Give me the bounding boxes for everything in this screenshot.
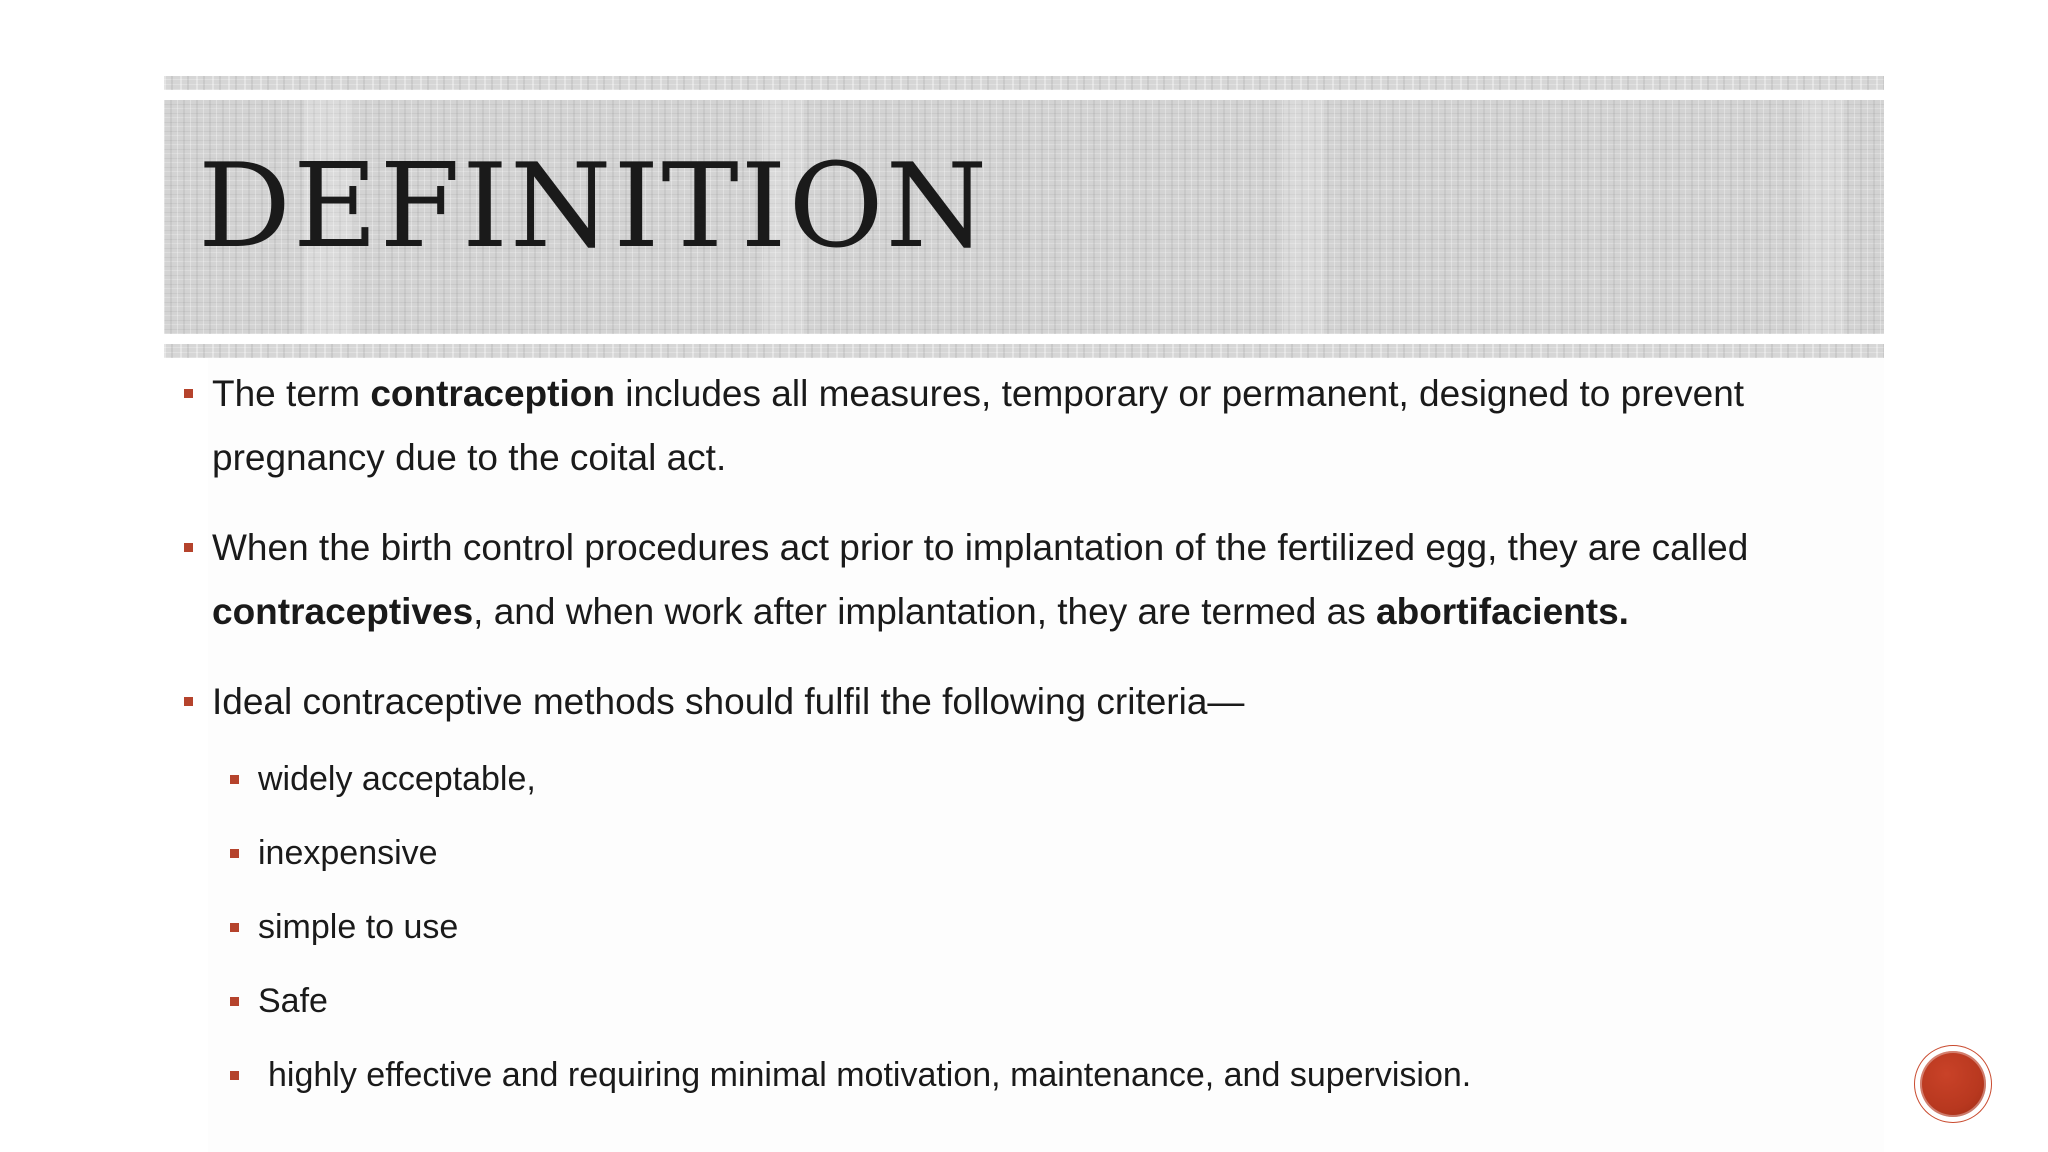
sub-bullet-item <box>226 742 1820 816</box>
sub-bullet-text: Safe <box>258 982 328 1020</box>
banner-texture <box>164 100 1884 334</box>
square-bullet-icon <box>184 697 193 706</box>
criteria-sub-list <box>212 742 1820 1112</box>
square-bullet-icon <box>184 389 193 398</box>
banner-bottom-strip <box>164 344 1884 358</box>
sub-bullet-item <box>226 890 1820 964</box>
bullet-list <box>180 362 1820 1138</box>
bold-term: abortifacients. <box>1376 591 1629 632</box>
bullet-item <box>180 670 1820 1112</box>
bullet-item <box>180 516 1820 644</box>
bold-term: contraceptives <box>212 591 474 632</box>
bullet-text: When the birth control procedures act prior to implantation of the fertilized egg, they are called contraceptives, and when work after implantation, they are termed as abortifacients. <box>212 527 1749 632</box>
square-bullet-icon <box>230 775 239 784</box>
circle-nav-icon <box>1920 1051 1986 1117</box>
bold-term: contraception <box>370 373 615 414</box>
square-bullet-icon <box>230 849 239 858</box>
square-bullet-icon <box>230 923 239 932</box>
sub-bullet-item <box>226 964 1820 1038</box>
square-bullet-icon <box>184 543 193 552</box>
sub-bullet-item <box>226 1038 1820 1112</box>
sub-bullet-text: highly effective and requiring minimal motivation, maintenance, and supervision. <box>268 1056 1472 1094</box>
bullet-item <box>180 362 1820 490</box>
slide-nav-button[interactable] <box>1915 1046 1991 1122</box>
sub-bullet-text: widely acceptable, <box>258 760 536 798</box>
title-banner <box>164 76 1884 358</box>
bullet-text: The term contraception includes all measures, temporary or permanent, designed to prevent pregnancy due to the coital act. <box>212 373 1745 478</box>
sub-bullet-text: inexpensive <box>258 834 438 872</box>
square-bullet-icon <box>230 997 239 1006</box>
banner-top-strip <box>164 76 1884 90</box>
bullet-text: Ideal contraceptive methods should fulfil the following criteria— <box>212 681 1245 722</box>
square-bullet-icon <box>230 1071 239 1080</box>
sub-bullet-item <box>226 816 1820 890</box>
sub-bullet-text: simple to use <box>258 908 459 946</box>
slide-title: DEFINITION <box>198 139 990 274</box>
